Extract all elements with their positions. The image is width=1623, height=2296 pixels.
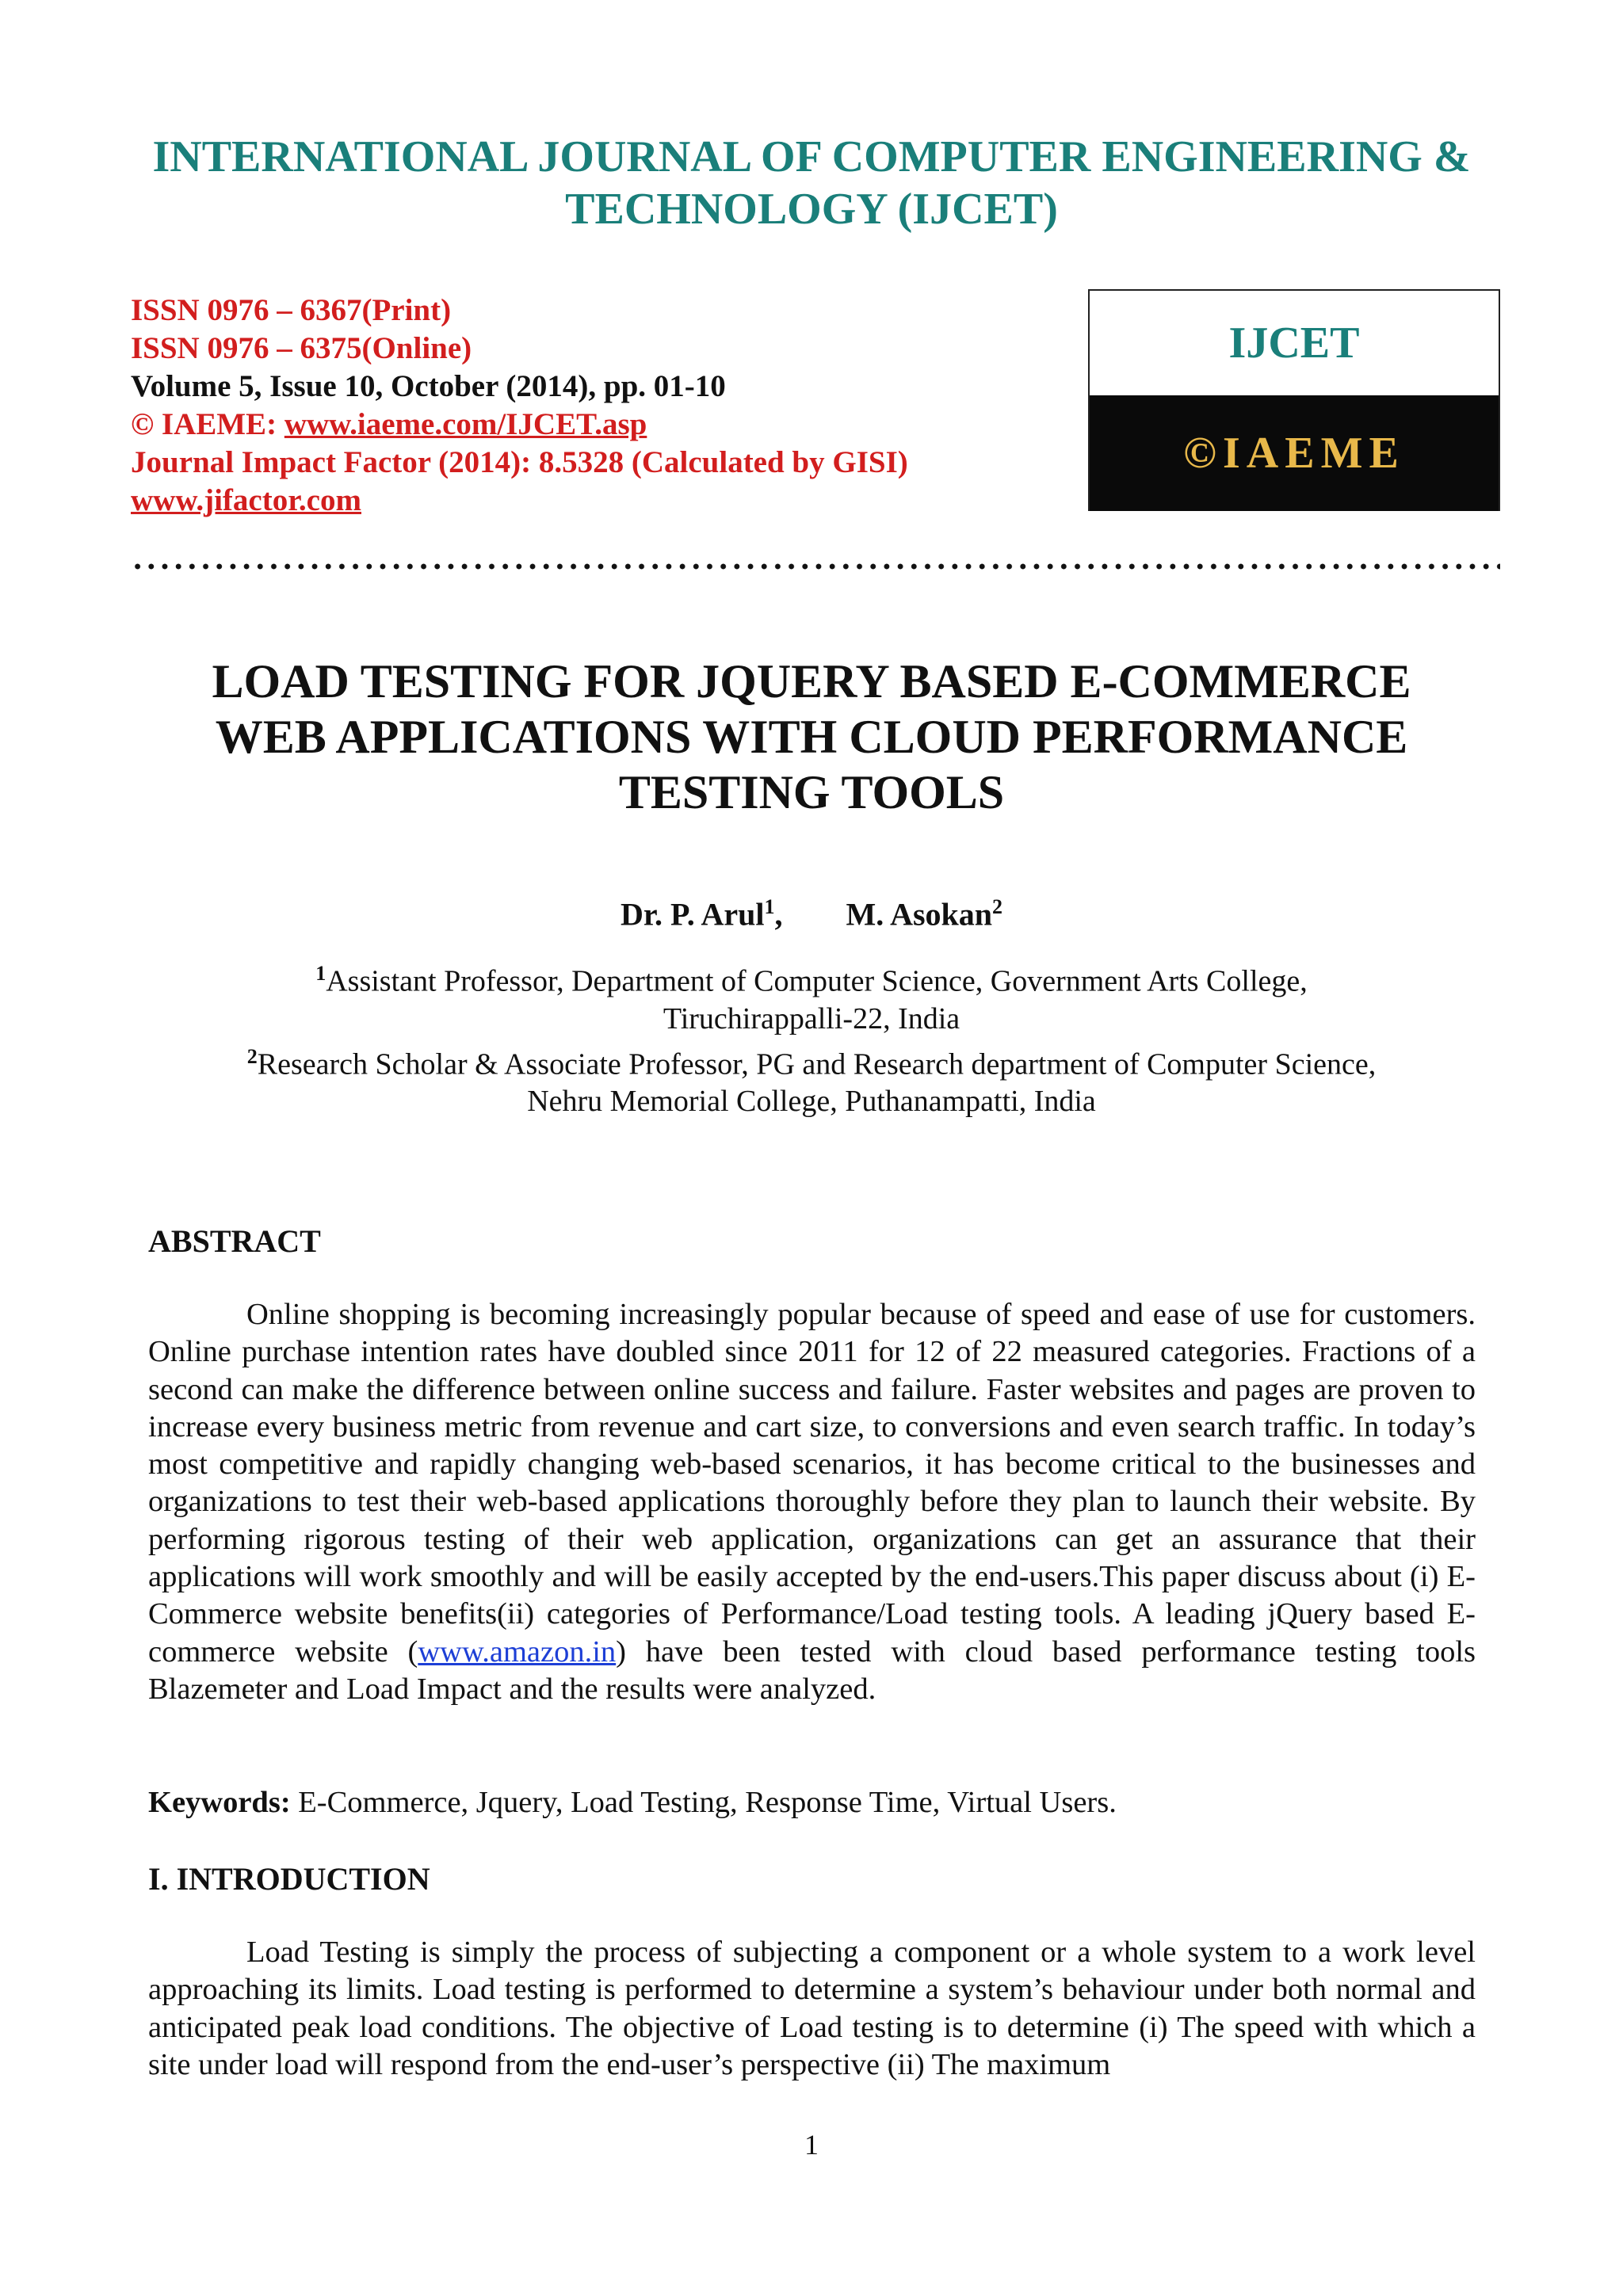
iaeme-prefix: © IAEME: (131, 407, 285, 441)
author-separator: , (774, 896, 783, 933)
iaeme-line (131, 406, 908, 444)
issn-online: ISSN 0976 – 6375(Online) (131, 331, 472, 365)
ijcet-logo (1088, 289, 1500, 511)
affiliation-line: Nehru Memorial College, Puthanampatti, India (527, 1085, 1096, 1119)
abstract-text (148, 1296, 1476, 1708)
keywords-text: E-Commerce, Jquery, Load Testing, Response Time, Virtual Users. (290, 1786, 1117, 1819)
authors (0, 895, 1623, 933)
issn-print: ISSN 0976 – 6367(Print) (131, 293, 452, 327)
paper-title-line1: LOAD TESTING FOR JQUERY BASED E-COMMERCE (212, 655, 1411, 707)
jifactor-link[interactable]: www.jifactor.com (131, 483, 361, 517)
author-name: Dr. P. Arul (620, 896, 765, 933)
affiliation-line: Tiruchirappalli-22, India (663, 1001, 960, 1035)
affiliation-line: Assistant Professor, Department of Computer Science, Government Arts College, (326, 964, 1308, 998)
paper-title-line3: TESTING TOOLS (618, 766, 1005, 818)
volume-info: Volume 5, Issue 10, October (2014), pp. 01-10 (131, 369, 726, 403)
amazon-link[interactable]: www.amazon.in (418, 1634, 617, 1669)
affiliation-line: Research Scholar & Associate Professor, PG and Research department of Computer Science, (257, 1047, 1377, 1081)
journal-title (0, 131, 1623, 235)
page-number: 1 (804, 2129, 819, 2161)
paper-title-line2: WEB APPLICATIONS WITH CLOUD PERFORMANCE (215, 711, 1408, 763)
introduction-heading: I. INTRODUCTION (148, 1861, 430, 1897)
abstract-text-part2: ) have been tested with cloud based performance testing tools Blazemeter and Load Impact and the results were analyzed. (148, 1634, 1476, 1706)
affiliation-2 (0, 1038, 1623, 1084)
abstract-heading: ABSTRACT (148, 1223, 321, 1259)
journal-title-line1: INTERNATIONAL JOURNAL OF COMPUTER ENGINEERING & (152, 132, 1471, 181)
iaeme-link[interactable]: www.iaeme.com/IJCET.asp (284, 407, 647, 441)
affiliations (0, 955, 1623, 1120)
paper-title (0, 654, 1623, 820)
dotted-divider (131, 563, 1500, 570)
affiliation-sup: 2 (246, 1044, 258, 1068)
keywords-label: Keywords: (148, 1786, 291, 1819)
keywords (148, 1785, 1476, 1820)
abstract-text-part1: Online shopping is becoming increasingly popular because of speed and ease of use for customers. Online purchase intention rates have doubled since 2011 for 12 of 22 measured categories. Fractions of a second can make the difference between online success and failure. Faster websites and pages are proven to increase every business metric from revenue and cart size, to conversions and even search traffic. In today’s most competitive and rapidly changing web-based scenarios, it has become critical to the businesses and organizations to test their web-based applications thoroughly before they plan to launch their website. By performing rigorous testing of their web application, organizations can get an assurance that their applications will work smoothly and will be easily accepted by the end-users.This paper discuss about (i) E-Commerce website benefits(ii) categories of Performance/Load testing tools. A leading jQuery based E-commerce website ( (148, 1298, 1476, 1669)
affiliation-sup: 1 (315, 962, 327, 985)
logo-bottom-text: ©IAEME (1090, 395, 1499, 511)
author-sup: 2 (992, 895, 1003, 918)
journal-title-line2: TECHNOLOGY (IJCET) (565, 185, 1058, 234)
logo-top-text: IJCET (1090, 291, 1499, 395)
impact-factor: Journal Impact Factor (2014): 8.5328 (Calculated by GISI) (131, 445, 908, 479)
author-name: M. Asokan (846, 896, 993, 933)
author-sup: 1 (764, 895, 775, 918)
introduction-text: Load Testing is simply the process of subjecting a component or a whole system to a work level approaching its limits. Load testing is performed to determine a system’s behaviour under both normal and anticipated peak load conditions. The objective of Load testing is to determine (i) The speed with which a site under load will respond from the end-user’s perspective (ii) The maximum (148, 1936, 1476, 2081)
journal-meta (131, 292, 908, 520)
affiliation-1 (0, 955, 1623, 1001)
